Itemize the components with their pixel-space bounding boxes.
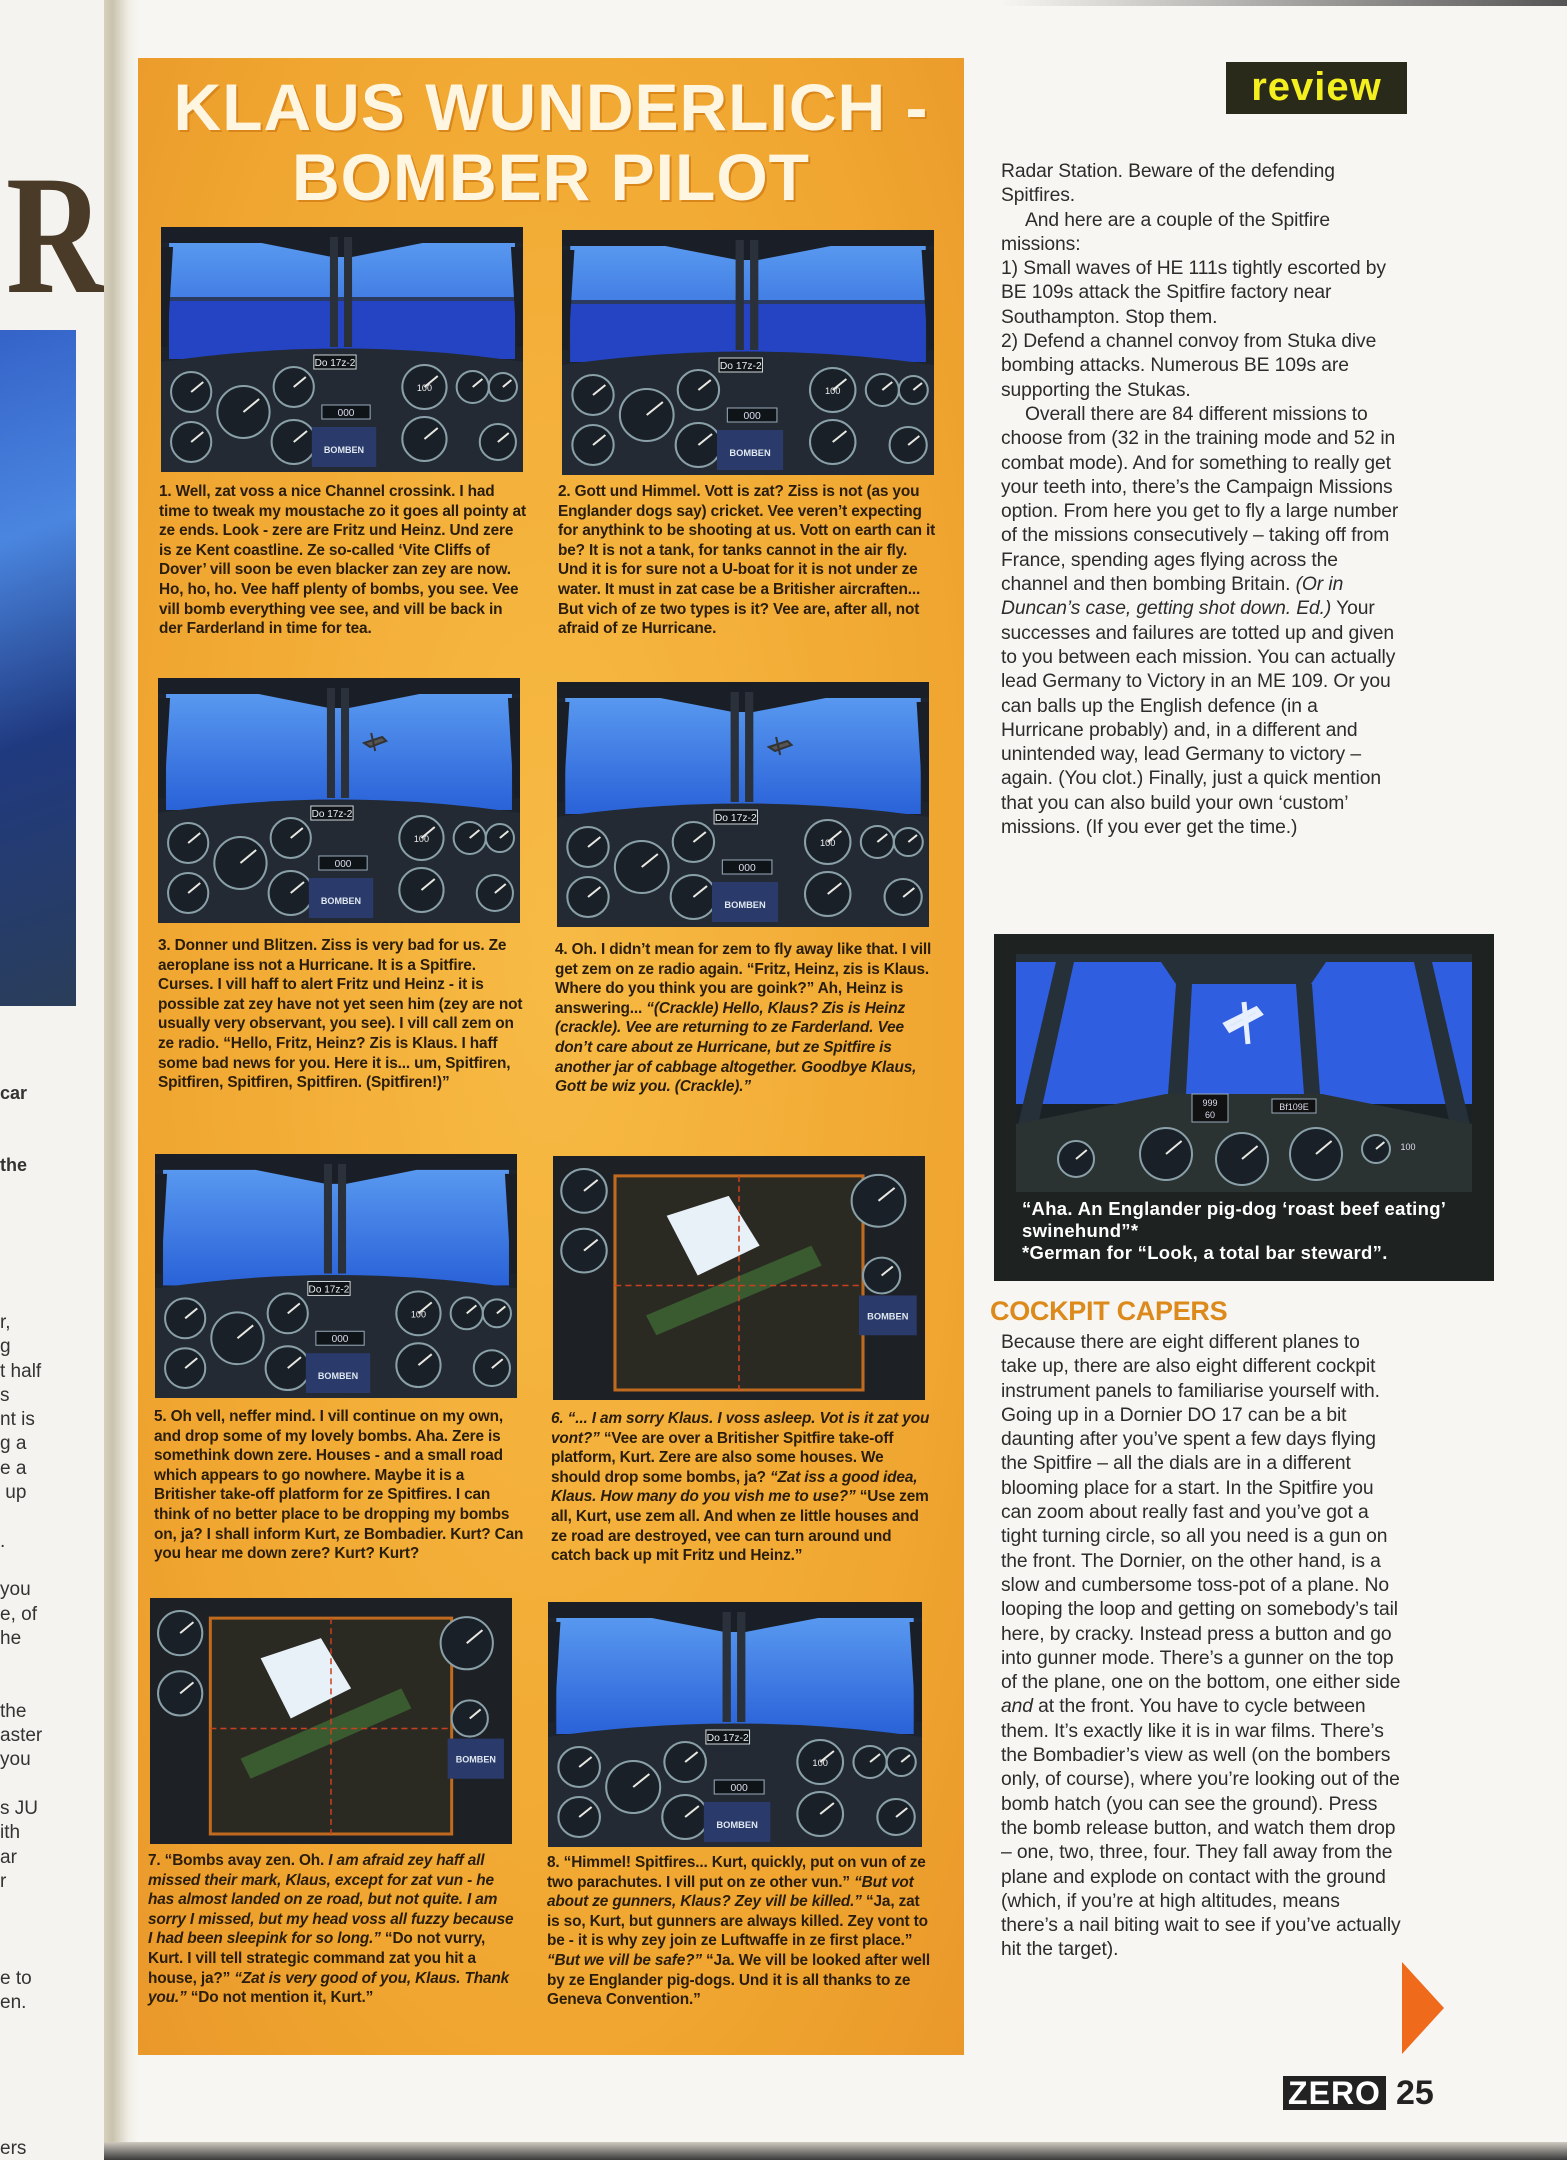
gauge-dial [168,823,208,863]
counter-readout: 000 [334,859,352,870]
caption-quote: “Aha. An Englander pig-dog ‘roast beef eating’ swinehund”* [1022,1198,1446,1241]
screenshot-6 [553,1156,925,1400]
cockpit-view [557,682,929,927]
aircraft-label: Do 17z-2 [314,358,356,369]
screenshot-1 [161,227,523,472]
article-paragraph [1001,160,1401,209]
previous-page-line: aster [0,1725,43,1747]
gauge-dial [396,1343,440,1387]
gauge-dial [561,1169,606,1213]
cockpit-view [158,678,520,923]
gauge-dial [885,879,922,915]
counter-readout: 000 [730,1783,748,1794]
bomb-panel-label: BOMBEN [724,900,766,910]
page-edge-shadow [1000,0,1567,6]
previous-page-line: e to [0,1967,32,1989]
text-segment: 2. Gott und Himmel. Vott is zat? Ziss is not (as you Englander dogs say) cricket. Vee veren’t expecting for anythink to be shooting at us. Vott on earth can it be? It is not a tank, for tanks cannot in the air fly. Und it is for sure not a U-boat for it is not under ze water. It must in zat case be a Britisher aircraften... But vich of ze two types is it? Vee are, after all, not afraid of ze Hurricane. [558,483,936,638]
italic-text: and [1001,1696,1033,1718]
previous-page-line: en. [0,1992,27,2014]
gauge-label: 100 [1400,1142,1416,1152]
text-segment: 4. Oh. I didn’t mean for zem to fly away like that. I vill get zem on ze radio again. “Fritz, Heinz, zis is Klaus. Where do you think you are goink?” Ah, Heinz is answering... [555,941,932,1017]
text-segment: 5. Oh vell, neffer mind. I vill continue on my own, and drop some of my lovely bombs. Aha. Zere is somethink down zere. Houses - and a small road which appears to go nowhere. Maybe it is a Britisher take-off platform for ze Spitfires. I can think of no better place to be dropping my bombs on, ja? I shall inform Kurt, ze Bombadier. Kurt? Can you hear me down zere? Kurt? Kurt? [154,1408,524,1563]
italic-text: “Zat is very good of you, Klaus. Thank you.” [148,1969,510,2007]
previous-page-line: r, [0,1311,11,1333]
text-segment: 1. Well, zat voss a nice Channel crossink. I had time to tweak my moustache zo it goes all pointy at ze ends. Look - zere are Fritz und Heinz. Und zere is ze Kent coastline. Ze so-called ‘Vite Cliffs of Dover’ vill soon be even blacker zan zey are now. Ho, ho, ho. Vee haff plenty of bombs, you see. Vee vill bomb everything vee see, and vill be back in der Farderland in time for tea. [159,483,526,638]
text-segment: “Ja, zat is so, Kurt, but gunners are always killed. Zey vont to be - it is why zey join ze Luftwaffe in ze first place.” [547,1893,928,1950]
gauge-label: 100 [819,838,836,848]
screenshot-2 [562,230,934,475]
featured-screenshot-image [1016,954,1472,1192]
previous-page-image [0,330,76,1006]
gauge-dial [168,873,208,913]
counter-readout: 000 [743,411,761,422]
gauge-label: 100 [413,834,429,844]
aircraft-label: Do 17z-2 [311,809,353,820]
feature-title-line: KLAUS WUNDERLICH - [173,70,929,144]
text-segment: Because there are eight different planes to take up, there are also eight different cockpit instrument panels to familiarise yourself with. Going up in a Dornier DO 17 can be a bit daunting after you’ve spent a few days flying the Spitfire – all the dials are in a different blooming place for a start. In the Spitfire you can zoom about really fast and you’ve got a tight turning circle, so all you need is a gun on the front. The Dornier, on the other hand, is a slow and cumbersome toss-pot of a plane. No looping the loop and getting on somebody’s tail here, by cracky. Instead press a button and go into gunner mode. There’s a gunner on the top of the plane, one on the bottom, one either side [1001,1332,1401,1694]
italic-text: I am afraid zey haff all missed their mark, Klaus, except for zat vun - he has almost landed on ze road, but not quite. I am sorry I missed, but my head voss all fuzzy because I had been sleepink for so long.” [148,1852,514,1948]
previous-page-line: e, of [0,1603,37,1625]
bomb-panel-label: BOMBEN [455,1754,496,1765]
text-segment: Overall there are 84 different missions to choose from (32 in the training mode and 52 in combat mode). And for something to really get your teeth into, there’s the Campaign Missions option. From here you get to fly a large number of the missions consecutively – taking off from France, spending ages flying across the channel and then bombing Britain. [1001,403,1399,596]
caption-5 [154,1407,524,1564]
feature-title-line: BOMBER PILOT [292,140,810,214]
italic-text: “Zat iss a good idea, Klaus. How many do you vish me to use?” [551,1468,918,1506]
article-body-top [1001,160,1401,840]
caption-6 [551,1409,933,1566]
caption-2 [558,482,938,639]
gauge-dial [664,1742,706,1782]
gauge-dial [165,1298,205,1338]
previous-page-fragment [0,0,104,2160]
previous-page-line: g a [0,1433,27,1455]
canopy-strut [344,237,352,347]
text-segment: And here are a couple of the Spitfire missions: [1001,209,1330,255]
article-paragraph [1001,209,1401,258]
caption-8 [547,1853,931,2010]
caption-4 [555,940,937,1097]
gauge-dial [171,372,211,412]
gauge-dial [266,1346,310,1390]
previous-page-text [0,1032,42,2160]
bomb-panel-label: BOMBEN [867,1311,909,1322]
canopy-strut [736,240,744,350]
article-paragraph [1001,257,1401,330]
bomb-panel-label: BOMBEN [317,1371,359,1382]
cockpit-view [155,1154,517,1398]
article-body-bottom [1001,1331,1401,1963]
canopy-strut [745,692,753,802]
text-segment: 1) Small waves of HE 111s tightly escorted by BE 109s attack the Spitfire factory near Southampton. Stop them. [1001,258,1386,328]
gauge-dial [615,841,669,893]
canopy-strut [324,1164,332,1274]
text-segment: “Vee are over a Britisher Spitfire take-off platform, Kurt. Zere are also some houses. We should drop some bombs, ja? [551,1429,894,1486]
previous-page-line: nt is [0,1409,35,1431]
article-paragraph [1001,403,1401,840]
italic-text: “But vot about ze gunners, Klaus? Zey vill be killed.” [547,1873,914,1911]
previous-caption-line: car [0,1082,28,1103]
gauge-dial [561,1229,606,1273]
coastline [570,300,925,304]
cockpit-view [1016,954,1472,1192]
aircraft-label: Do 17z-2 [308,1284,350,1296]
bombsight-view [553,1156,925,1400]
bomb-panel-label: BOMBEN [320,896,362,906]
previous-page-line: g [0,1336,11,1358]
feature-title [138,72,964,212]
hud-readout: 60 [1204,1110,1216,1120]
previous-page-line: he [0,1627,22,1649]
text-segment: Your successes and failures are totted up and given to you between each mission. You can actually lead Germany to Victory in an ME 109. Or you can balls up the English defence (in a Hurricane probably) and, in a different and unintended way, lead Germany to victory – again. (You clot.) Finally, just a quick mention that you can also build your own ‘custom’ missions. (If you ever get the time.) [1001,598,1396,839]
cockpit-view [548,1602,922,1847]
screenshot-7 [150,1598,512,1844]
bombsight-view [150,1598,512,1844]
text-segment: 8. “Himmel! Spitfires... Kurt, quickly, put on vun of ze two parachutes. I vill put on ze other vun.” [547,1854,926,1891]
caption-3 [158,936,526,1093]
previous-page-line: up [0,1482,27,1504]
previous-page-line: ers [0,2138,27,2160]
gauge-label: 100 [824,386,841,396]
italic-text: “(Crackle) Hello, Klaus? Zis is Heinz (crackle). Vee are returning to ze Farderland. Vee don’t care about ze Hurricane, but ze Spitfire is another jar of cabbage altogether. Goodbye Klaus, Gott be wiz you. (Crackle).” [555,999,917,1096]
gauge-label: 100 [410,1309,427,1320]
gauge-dial [890,427,927,463]
aircraft-label: Do 17z-2 [719,361,762,372]
gauge-label: 100 [812,1758,828,1768]
aircraft-label: Do 17z-2 [706,1733,749,1744]
text-segment: 2) Defend a channel convoy from Stuka dive bombing attacks. Numerous BE 109s are supporting the Stukas. [1001,331,1377,401]
gauge-dial [797,1792,843,1836]
bomb-panel-label: BOMBEN [729,448,771,458]
caption-7 [148,1851,516,2008]
previous-page-line: you [0,1749,31,1771]
canopy-strut [341,688,349,798]
previous-page-line: s [0,1384,10,1406]
magazine-logo: ZERO [1283,2076,1386,2110]
screenshot-8 [548,1602,922,1847]
text-segment: “Do not mention it, Kurt.” [186,1989,374,2007]
article-paragraph [1001,1331,1401,1963]
featured-screenshot-caption [1022,1198,1482,1264]
aircraft-label: Bf109E [1279,1102,1309,1112]
gauge-label: 100 [416,383,432,393]
gauge-dial [887,1748,916,1776]
featured-screenshot [994,934,1494,1281]
section-badge: review [1226,62,1407,114]
counter-readout: 000 [738,863,756,874]
text-segment: 7. “Bombs avay zen. Oh. [148,1852,329,1869]
italic-text: (Or in Duncan’s case, getting shot down. Ed.) [1001,574,1344,620]
hud-readout: 999 [1202,1098,1218,1108]
cockpit-view [161,227,523,472]
previous-page-line: e a [0,1457,27,1479]
text-segment: 3. Donner und Blitzen. Ziss is very bad for us. Ze aeroplane iss not a Hurricane. It is a Spitfire. Curses. I vill haff to alert Fritz und Heinz - it is possible zat zey have not yet seen him (zey are not usually very observant, you see). I vill call zem on ze radio. “Hello, Fritz, Heinz? Zis is Klaus. I haff some bad news for you. Here it is... um, Spitfiren, Spitfiren, Spitfiren, Spitfiren. (Spitfiren!)” [158,937,523,1092]
continue-arrow-icon [1402,1962,1444,2054]
text-segment: at the front. You have to cycle between them. It’s exactly like it is in war films. There’s the Bombadier’s view as well (on the bombers only, of course), where you’re looking out of the bomb hatch (you can see the ground). Press the bomb release button, and watch them drop – one, two, three, four. They fall away from the plane and explode on contact with the ground (which, if you’re at high altitudes, means there’s a nail biting wait to see if you’ve actually hit the target). [1001,1696,1401,1961]
canopy-strut [737,1612,745,1722]
previous-page-line: you [0,1579,31,1601]
previous-page-line: ar [0,1846,17,1868]
previous-page-line: the [0,1700,27,1722]
caption-1 [159,482,527,639]
previous-page-line: r [0,1870,7,1892]
canopy-strut [723,1612,731,1722]
text-segment: “Do not vurry, Kurt. I vill tell strategic command zat you hit a house, ja?” [148,1930,486,1987]
text-segment: “Use zem all, Kurt, use zem all. And when ze little houses and ze road are destroyed, vee can turn around und catch back up mit Fritz und Heinz.” [551,1488,929,1565]
gauge-dial [620,389,674,441]
previous-page-line: t half [0,1360,42,1382]
screenshot-3 [158,678,520,923]
cockpit-view [562,230,934,475]
aircraft-label: Do 17z-2 [714,813,757,824]
coastline [169,297,515,301]
sky [163,1166,509,1286]
previous-caption-line: the [0,1155,27,1176]
previous-page-line: ith [0,1822,21,1844]
scan-edge [0,2142,1567,2160]
previous-page-line: . [0,1530,6,1552]
section-heading: COCKPIT CAPERS [990,1296,1228,1326]
gauge-dial [852,1175,906,1227]
counter-readout: 000 [331,1334,349,1346]
gauge-dial [662,1795,708,1839]
canopy-strut [731,692,739,802]
counter-readout: 000 [337,408,355,419]
text-segment: “Ja. We vill be looked after well by ze Englander pig-dogs. Und it is all thanks to ze Geneva Convention.” [547,1951,931,2009]
text-segment: Radar Station. Beware of the defending Spitfires. [1001,161,1335,207]
screenshot-5 [155,1154,517,1398]
previous-page-line: s JU [0,1797,38,1819]
bomb-panel-label: BOMBEN [323,445,365,455]
canopy-strut [338,1164,346,1274]
page-number: 25 [1396,2074,1434,2112]
previous-page-big-letter: R [6,141,104,329]
canopy-strut [750,240,758,350]
canopy-strut [327,688,335,798]
gauge-dial [863,1258,900,1294]
caption-footnote: *German for “Look, a total bar steward”. [1022,1242,1388,1263]
bomb-panel-label: BOMBEN [716,1820,758,1830]
screenshot-4 [557,682,929,927]
article-paragraph [1001,330,1401,403]
page-gutter [104,0,138,2160]
gauge-dial [171,422,211,462]
italic-text: “But we vill be safe?” [547,1951,702,1969]
canopy-strut [330,237,338,347]
italic-text: 6. “... I am sorry Klaus. I voss asleep. Vot is it zat you vont?” [551,1410,930,1447]
